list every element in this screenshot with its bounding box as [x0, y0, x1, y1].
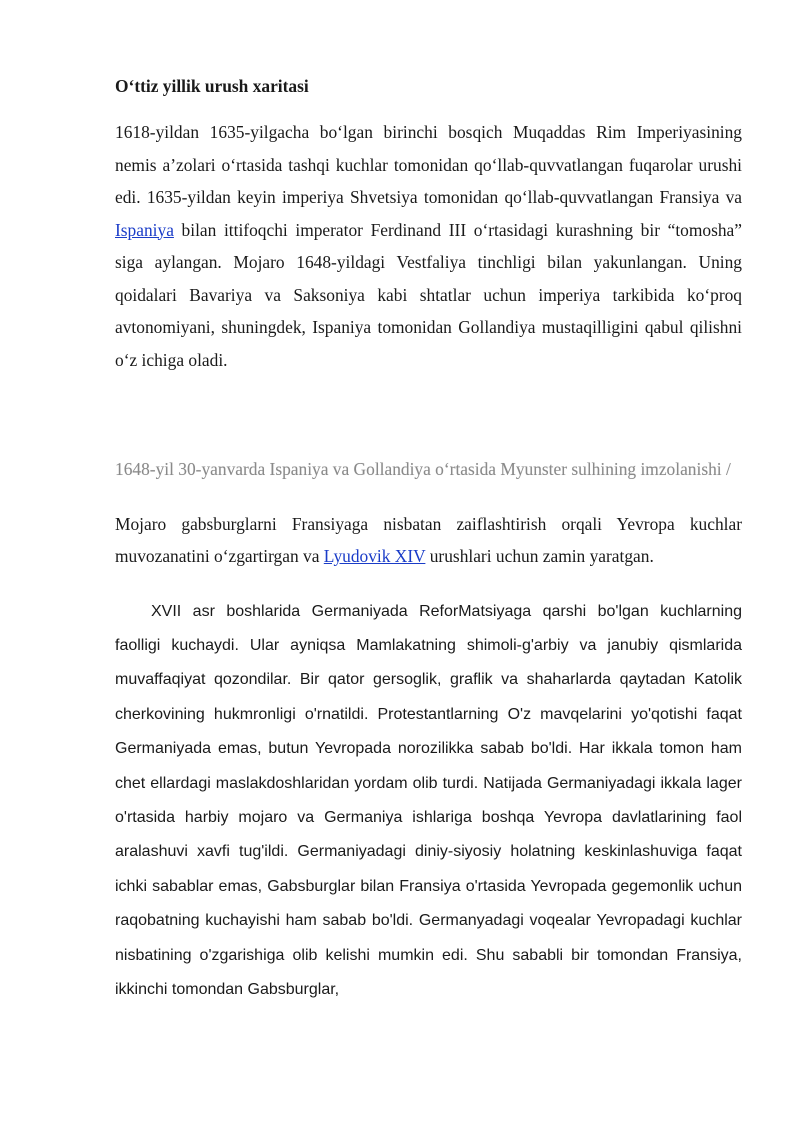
- paragraph-intro-text-1: 1618-yildan 1635-yilgacha bo‘lgan birinchi bosqich Muqaddas Rim Imperiyasining nemis a’zolari o‘rtasida tashqi kuchlar tomonidan qo‘llab-quvvatlangan fuqarolar urushi edi. 1635-yildan keyin imperiya Shvetsiya tomonidan qo‘llab-quvvatlangan Fransiya va: [115, 122, 742, 207]
- paragraph-intro: [115, 116, 742, 376]
- document-page: [115, 74, 742, 1007]
- paragraph-conflict-text-2: urushlari uchun zamin yaratgan.: [425, 546, 654, 566]
- paragraph-conflict: [115, 508, 742, 573]
- ispaniya-link[interactable]: Ispaniya: [115, 219, 174, 240]
- paragraph-conflict-text-1: Mojaro gabsburglarni Fransiyaga nisbatan zaiflashtirish orqali Yevropa kuchlar muvozanatini o‘zgartirgan va: [115, 513, 742, 566]
- image-caption: 1648-yil 30-yanvarda Ispaniya va Gollandiya o‘rtasida Myunster sulhining imzolanishi /: [115, 459, 731, 479]
- paragraph-intro-text-2: bilan ittifoqchi imperator Ferdinand III o‘rtasidagi kurashning bir “tomosha” siga aylangan. Mojaro 1648-yildagi Vestfaliya tinchligi bilan yakunlangan. Uning qoidalari Bavariya va Saksoniya kabi shtatlar uchun imperiya tarkibida ko‘proq avtonomiyani, shuningdek, Ispaniya tomonidan Gollandiya mustaqilligini qabul qilishni o‘z ichiga oladi.: [115, 219, 742, 370]
- lyudovik-link[interactable]: Lyudovik XIV: [323, 546, 426, 566]
- document-title: O‘ttiz yillik urush xaritasi: [115, 76, 309, 96]
- paragraph-xvii-century: XVII asr boshlarida Germaniyada ReforMatsiyaga qarshi bo'lgan kuchlarning faolligi kuchaydi. Ular ayniqsa Mamlakatning shimoli-g'arbiy va janubiy qismlarida muvaffaqiyat qozondilar. Bir qator gersoglik, graflik va shaharlarda qaytadan Katolik cherkovining hukmronligi o'rnatildi. Protestantlarning O'z mavqelarini yo'qotishi faqat Germaniyada emas, butun Yevropada norozilikka sabab bo'ldi. Har ikkala tomon ham chet ellardagi maslakdoshlaridan yordam olib turdi. Natijada Germaniyadagi ikkala lager o'rtasida harbiy mojaro va Germaniya ishlariga boshqa Yevropa davlatlarining faol aralashuvi xavfi tug'ildi. Germaniyadagi diniy-siyosiy holatning keskinlashuviga faqat ichki sabablar emas, Gabsburglar bilan Fransiya o'rtasida Yevropada gegemonlik uchun raqobatning kuchayishi ham sabab bo'ldi. Germanyadagi voqealar Yevropadagi kuchlar nisbatining o'zgarishiga olib kelishi mumkin edi. Shu sababli bir tomondan Fransiya, ikkinchi tomondan Gabsburglar,: [115, 602, 742, 998]
